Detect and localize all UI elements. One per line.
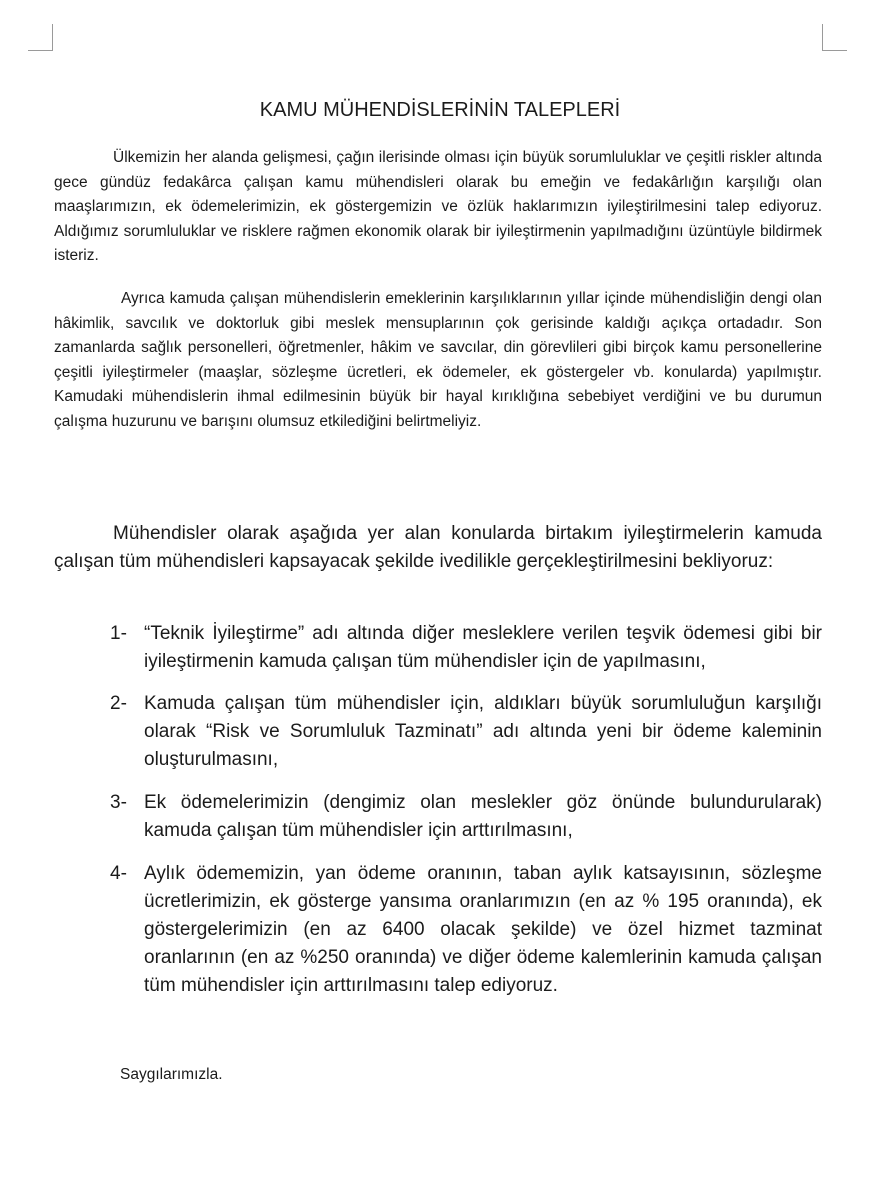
body-paragraph-1: Ülkemizin her alanda gelişmesi, çağın ilerisinde olması için büyük sorumluluklar ve çeşitli riskler altında gece gündüz fedakârca çalışan kamu mühendisleri olarak bu emeğin ve fedakârlığın karşılığı olan maaşlarımızın, ek ödemelerimizin, ek göstergemizin ve özlük haklarımızın iyileştirilmesini talep ediyoruz. Aldığımız sorumluluklar ve risklere rağmen ekonomik olarak bir iyileştirmenin yapılmadığını üzüntüyle bildirmek isteriz.	[54, 149, 822, 264]
demand-item	[110, 690, 822, 774]
page-corner-mark-top-left	[28, 24, 53, 51]
demands-intro: Mühendisler olarak aşağıda yer alan konularda birtakım iyileştirmelerin kamuda çalışan tüm mühendisleri kapsayacak şekilde ivedilikle gerçekleştirilmesini bekliyoruz:	[54, 523, 822, 572]
demand-text: “Teknik İyileştirme” adı altında diğer mesleklere verilen teşvik ödemesi gibi bir iyileştirmenin kamuda çalışan tüm mühendisler için de yapılmasını,	[144, 623, 822, 672]
page-corner-mark-top-right	[822, 24, 847, 51]
demand-number: 3-	[110, 792, 127, 813]
demand-text: Kamuda çalışan tüm mühendisler için, aldıkları büyük sorumluluğun karşılığı olarak “Risk ve Sorumluluk Tazminatı” adı altında yeni bir ödeme kaleminin oluşturulmasını,	[144, 693, 822, 770]
document-title: KAMU MÜHENDİSLERİNİN TALEPLERİ	[259, 99, 621, 121]
demand-item	[110, 860, 822, 1000]
demand-text: Ek ödemelerimizin (dengimiz olan meslekler göz önünde bulundurularak) kamuda çalışan tüm mühendisler için arttırılmasını,	[144, 792, 822, 841]
demand-number: 4-	[110, 863, 127, 884]
closing-salutation: Saygılarımızla.	[120, 1066, 223, 1083]
demand-item	[110, 620, 822, 676]
body-paragraph-2: Ayrıca kamuda çalışan mühendislerin emeklerinin karşılıklarının yıllar içinde mühendisliğin dengi olan hâkimlik, savcılık ve doktorluk gibi meslek mensuplarının çok gerisinde kaldığı açıkça ortadadır. Son zamanlarda sağlık personelleri, öğretmenler, hâkim ve savcılar, din görevlileri gibi birçok kamu personellerine çeşitli iyileştirmeler (maaşlar, sözleşme ücretleri, ek ödemeler, ek göstergeler vb. konularda) yapılmıştır. Kamudaki mühendislerin ihmal edilmesinin büyük bir hayal kırıklığına sebebiyet verdiğini ve bu durumun çalışma huzurunu ve barışını olumsuz etkilediğini belirtmeliyiz.	[54, 290, 822, 430]
demand-item	[110, 789, 822, 845]
demand-text: Aylık ödememizin, yan ödeme oranının, taban aylık katsayısının, sözleşme ücretlerimizin, ek gösterge yansıma oranlarımızın (en az % 195 oranında), ek göstergelerimizin (en az 6400 olacak şekilde) ve özel hizmet tazminat oranlarının (en az %250 oranında) ve diğer ödeme kalemlerinin kamuda çalışan tüm mühendisler için arttırılmasını talep ediyoruz.	[144, 863, 822, 996]
demand-number: 2-	[110, 693, 127, 714]
demand-number: 1-	[110, 623, 127, 644]
